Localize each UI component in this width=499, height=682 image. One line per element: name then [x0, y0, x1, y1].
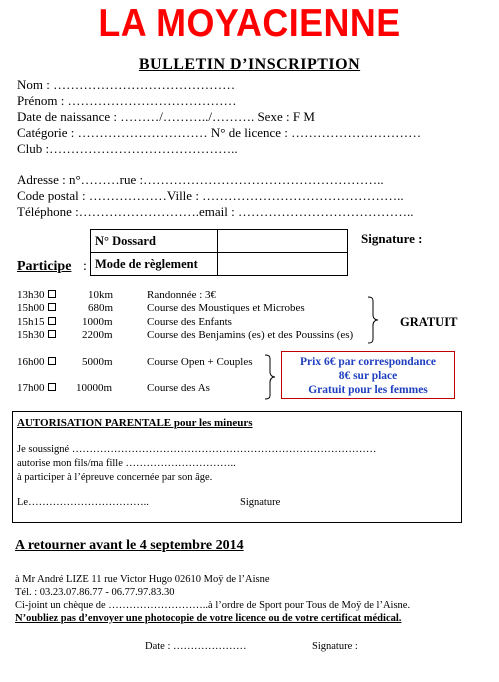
- race-checkbox[interactable]: [48, 317, 56, 325]
- race-name: Course Open + Couples: [147, 356, 253, 368]
- dossard-table: [90, 229, 348, 276]
- code-postal-line[interactable]: Code postal : ………………Ville : ………………………………………..: [17, 188, 404, 203]
- prix-line-correspondance: Prix 6€ par correspondance: [300, 356, 436, 368]
- autorisation-signature-label: Signature: [240, 497, 281, 508]
- race-time: 13h30: [17, 289, 56, 301]
- race-distance: 1000m: [82, 316, 113, 328]
- club-line[interactable]: Club :……………………………………..: [17, 141, 238, 156]
- gratuit-label: GRATUIT: [400, 315, 458, 329]
- nom-line[interactable]: Nom : ……………………………………: [17, 77, 236, 92]
- retour-phone: Tél. : 03.23.07.86.77 - 06.77.97.83.30: [15, 587, 175, 598]
- birthdate-line[interactable]: Date de naissance : ………/………../………. Sexe : F M: [17, 109, 315, 124]
- race-distance: 5000m: [82, 356, 113, 368]
- footer-date-line[interactable]: Date : …………………: [145, 641, 247, 652]
- race-distance: 680m: [88, 302, 114, 314]
- race-name: Course des Moustiques et Microbes: [147, 302, 305, 314]
- autorisation-date-line[interactable]: Le……………………………..: [17, 497, 149, 508]
- race-checkbox[interactable]: [48, 330, 56, 338]
- race-time: 15h00: [17, 302, 56, 314]
- autorisation-text: à participer à l’épreuve concernée par son âge.: [17, 472, 213, 483]
- prix-line-sur-place: 8€ sur place: [338, 370, 398, 382]
- retour-heading: A retourner avant le 4 septembre 2014: [15, 538, 244, 553]
- race-name: Course des As: [147, 382, 210, 394]
- race-checkbox[interactable]: [48, 383, 56, 391]
- autorisation-soussigne-line[interactable]: Je soussigné ……………………………………………………………………………: [17, 444, 377, 455]
- categorie-line[interactable]: Catégorie : ………………………… N° de licence : …………………………: [17, 125, 422, 140]
- race-time: 16h00: [17, 356, 56, 368]
- prix-line-femmes: Gratuit pour les femmes: [308, 384, 428, 396]
- table-row: [91, 230, 348, 253]
- race-time: 17h00: [17, 382, 56, 394]
- race-distance: 10000m: [76, 382, 113, 394]
- telephone-line[interactable]: Téléphone :……………………….email : …………………………………..: [17, 204, 414, 219]
- cheque-line[interactable]: Ci-joint un chèque de ………………………..à l’ordre de Sport pour Tous de Moÿ de l’Aisne.: [15, 600, 411, 611]
- autorisation-title: AUTORISATION PARENTALE pour les mineurs: [17, 417, 253, 429]
- dossard-label: N° Dossard: [91, 230, 218, 253]
- retour-address: à Mr André LIZE 11 rue Victor Hugo 02610 Moÿ de l’Aisne: [15, 574, 270, 585]
- licence-reminder: N’oubliez pas d’envoyer une photocopie de votre licence ou de votre certificat médical.: [15, 613, 402, 624]
- race-distance: 10km: [88, 289, 114, 301]
- race-distance: 2200m: [82, 329, 113, 341]
- prix-brace-icon: [264, 354, 276, 400]
- brand-title: LA MOYACIENNE: [98, 2, 401, 45]
- reglement-label: Mode de règlement: [91, 253, 218, 276]
- footer-signature-label: Signature :: [312, 641, 358, 652]
- race-name: Course des Enfants: [147, 316, 232, 328]
- gratuit-brace-icon: [366, 296, 380, 344]
- race-time: 15h30: [17, 329, 56, 341]
- table-row: [91, 253, 348, 276]
- dossard-value[interactable]: [218, 230, 348, 253]
- autorisation-enfant-line[interactable]: autorise mon fils/ma fille …………………………..: [17, 458, 236, 469]
- adresse-line[interactable]: Adresse : n°………rue :………………………………………………..: [17, 172, 384, 187]
- participe-colon: :: [83, 259, 87, 274]
- prenom-line[interactable]: Prénom : …………………………………: [17, 93, 237, 108]
- race-name: Randonnée : 3€: [147, 289, 217, 301]
- prix-box: [281, 351, 455, 399]
- race-checkbox[interactable]: [48, 290, 56, 298]
- race-checkbox[interactable]: [48, 357, 56, 365]
- reglement-value[interactable]: [218, 253, 348, 276]
- race-name: Course des Benjamins (es) et des Poussins (es): [147, 329, 354, 341]
- race-checkbox[interactable]: [48, 303, 56, 311]
- race-time: 15h15: [17, 316, 56, 328]
- signature-label: Signature :: [361, 231, 423, 246]
- participe-label: Participe: [17, 259, 72, 274]
- form-title: BULLETIN D’INSCRIPTION: [138, 56, 361, 73]
